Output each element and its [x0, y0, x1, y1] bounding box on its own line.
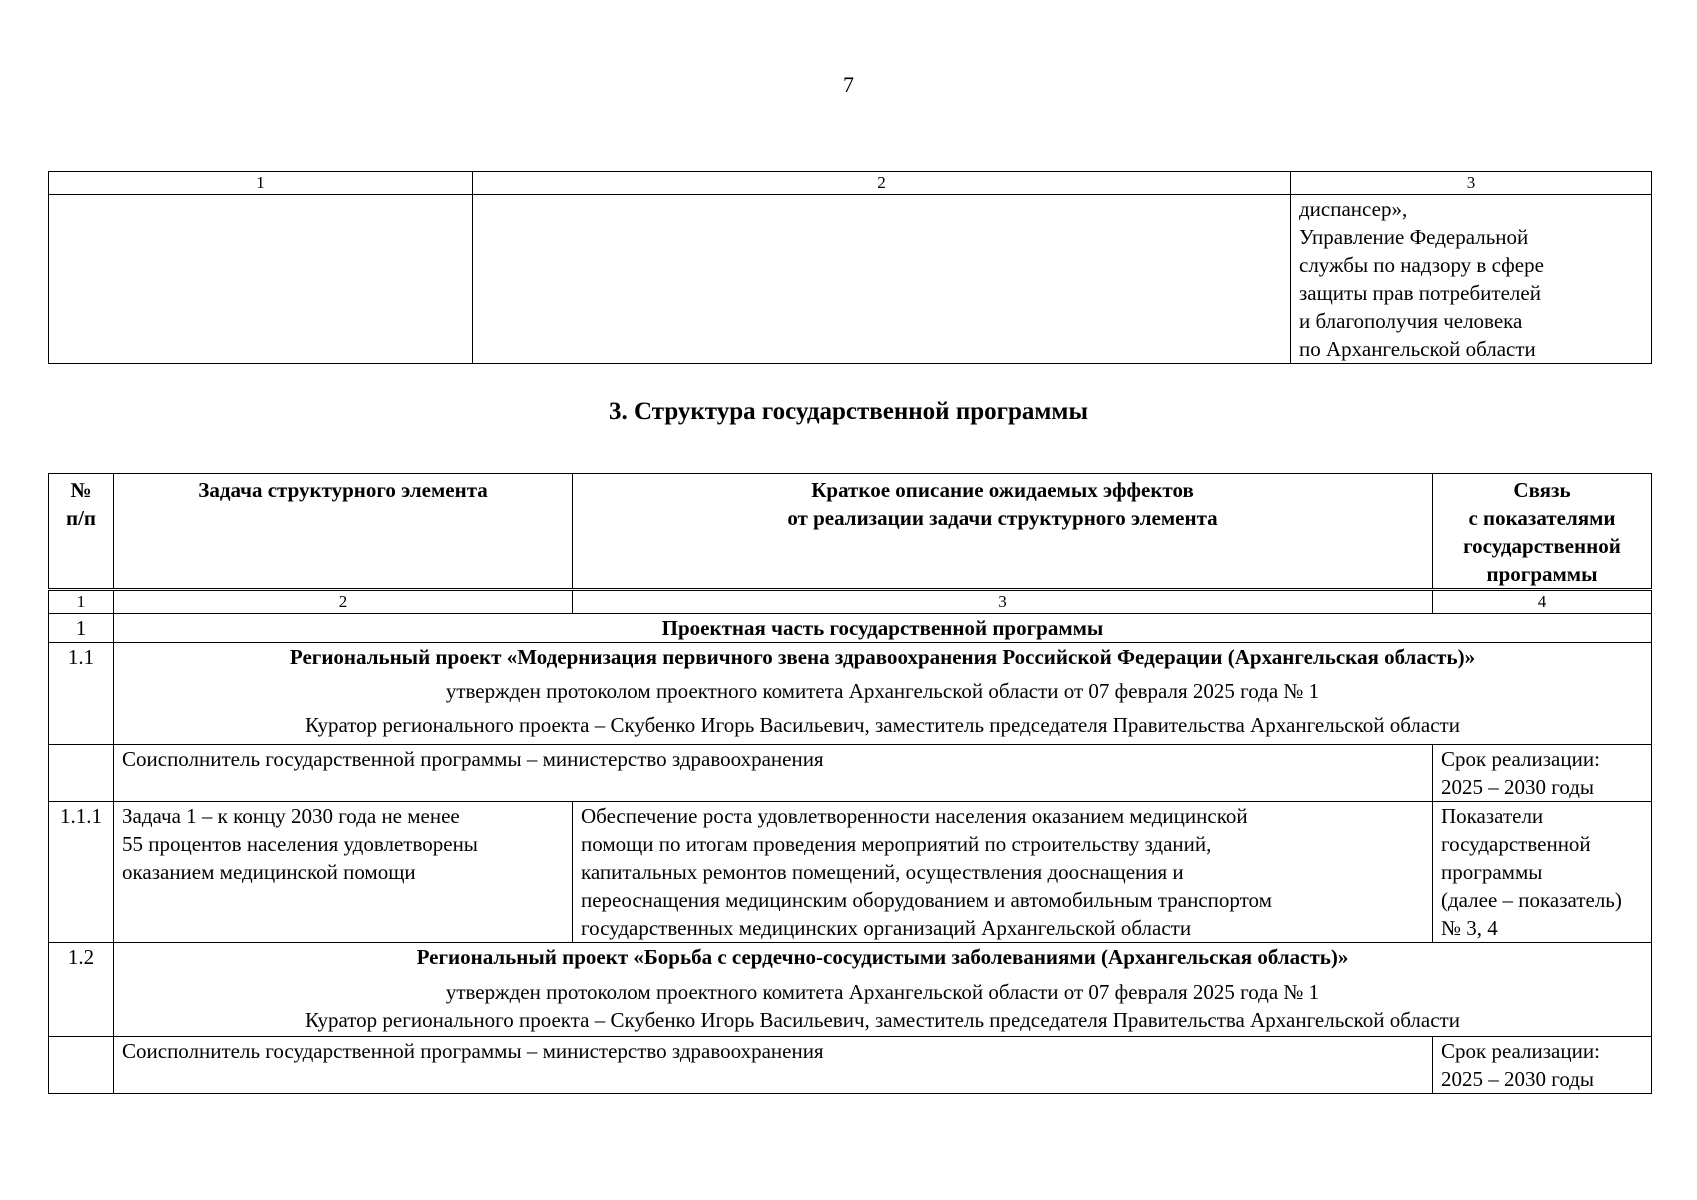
responsible-cell	[1291, 195, 1652, 364]
table-row	[49, 1037, 1652, 1094]
project-approval: утвержден протоколом проектного комитета Архангельской области от 07 февраля 2025 года № 1	[445, 980, 1320, 1004]
table-row	[49, 614, 1652, 643]
cell-line: службы по надзору в сфере	[1299, 253, 1544, 277]
column-number: 1	[49, 172, 473, 195]
coexecutor-cell: Соисполнитель государственной программы – министерство здравоохранения	[114, 745, 1433, 802]
coexecutor-cell: Соисполнитель государственной программы – министерство здравоохранения	[114, 1037, 1433, 1094]
project-title: Региональный проект «Борьба с сердечно-сосудистыми заболеваниями (Архангельская область)»	[416, 945, 1349, 969]
structure-table	[48, 473, 1652, 1094]
section-title: 3. Структура государственной программы	[609, 398, 1088, 425]
effects-cell: Обеспечение роста удовлетворенности населения оказанием медицинской помощи по итогам проведения мероприятий по строительству зданий, капитальных ремонтов помещений, осуществления дооснащения и переоснащения медицинским оборудованием и автомобильным транспортом государственных медицинских организаций Архангельской области	[573, 802, 1433, 943]
table-header-row	[49, 474, 1652, 590]
header-effects: Краткое описание ожидаемых эффектов от реализации задачи структурного элемента	[573, 474, 1433, 590]
column-number: 3	[573, 590, 1433, 614]
table-row	[49, 745, 1652, 802]
header-task: Задача структурного элемента	[114, 474, 573, 590]
column-number: 4	[1433, 590, 1652, 614]
column-number-row	[49, 590, 1652, 614]
page-number: 7	[843, 72, 854, 97]
cell-line: защиты прав потребителей	[1299, 281, 1541, 305]
term-cell: Срок реализации: 2025 – 2030 годы	[1433, 1037, 1652, 1094]
task-cell: Задача 1 – к концу 2030 года не менее 55 процентов населения удовлетворены оказанием медицинской помощи	[114, 802, 573, 943]
row-number: 1.1.1	[49, 802, 114, 943]
column-number: 3	[1291, 172, 1652, 195]
empty-cell	[49, 195, 473, 364]
row-number: 1.2	[49, 943, 114, 1037]
project-approval: утвержден протоколом проектного комитета Архангельской области от 07 февраля 2025 года № 1	[445, 679, 1320, 703]
project-title: Региональный проект «Модернизация первичного звена здравоохранения Российской Федерации (Архангельская область)»	[289, 645, 1476, 669]
column-number: 2	[473, 172, 1291, 195]
row-number: 1	[49, 614, 114, 643]
column-number: 2	[114, 590, 573, 614]
indicator-link-cell: Показатели государственной программы (далее – показатель) № 3, 4	[1433, 802, 1652, 943]
empty-cell	[473, 195, 1291, 364]
project-cell	[114, 643, 1652, 745]
project-cell	[114, 943, 1652, 1037]
project-curator: Куратор регионального проекта – Скубенко Игорь Васильевич, заместитель председателя Правительства Архангельской области	[305, 713, 1460, 737]
table-row	[49, 802, 1652, 943]
empty-cell	[49, 1037, 114, 1094]
row-number: 1.1	[49, 643, 114, 745]
cell-line: Управление Федеральной	[1299, 225, 1529, 249]
term-cell: Срок реализации: 2025 – 2030 годы	[1433, 745, 1652, 802]
header-number: № п/п	[49, 474, 114, 590]
column-number: 1	[49, 590, 114, 614]
header-link: Связь с показателями государственной программы	[1433, 474, 1652, 590]
table-row	[49, 943, 1652, 1037]
table-header-row	[49, 172, 1652, 195]
cell-line: и благополучия человека	[1299, 309, 1523, 333]
project-curator: Куратор регионального проекта – Скубенко Игорь Васильевич, заместитель председателя Правительства Архангельской области	[305, 1008, 1460, 1032]
table-row	[49, 643, 1652, 745]
cell-line: по Архангельской области	[1299, 337, 1536, 361]
empty-cell	[49, 745, 114, 802]
table-row	[49, 195, 1652, 364]
section-heading: Проектная часть государственной программы	[114, 614, 1652, 643]
cell-line: диспансер»,	[1299, 197, 1408, 221]
continuation-table	[48, 171, 1652, 364]
